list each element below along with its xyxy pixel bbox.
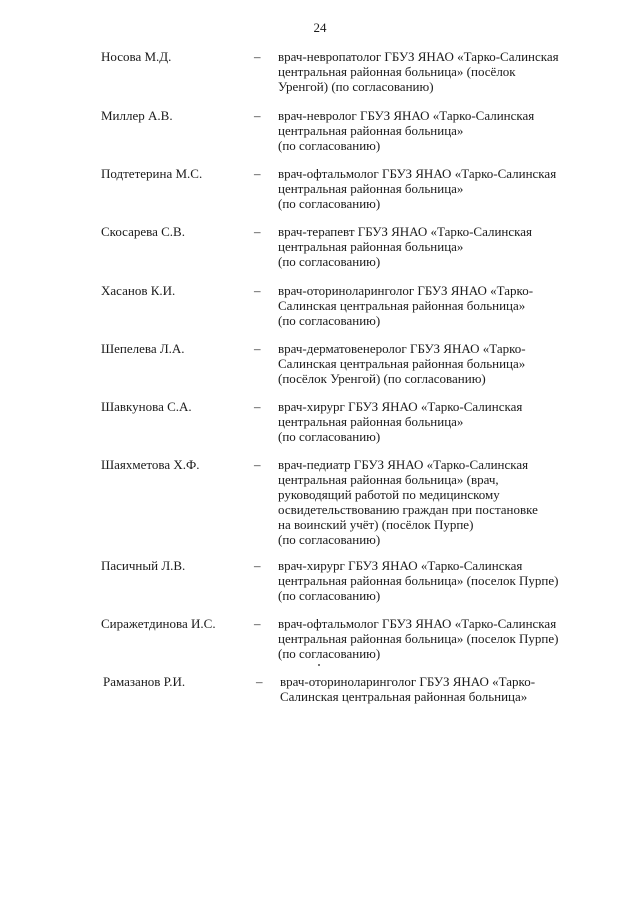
position-line: (по согласованию): [278, 532, 381, 547]
position-line: (по согласованию): [278, 196, 381, 211]
member-position: [278, 616, 558, 661]
position-line: врач-педиатр ГБУЗ ЯНАО «Тарко-Салинская: [278, 457, 529, 472]
position-line: центральная районная больница»: [278, 414, 464, 429]
position-line: Салинская центральная районная больница»: [278, 298, 526, 313]
entry-dash: –: [256, 674, 263, 689]
entry-dash: –: [254, 49, 261, 64]
position-line: Салинская центральная районная больница»: [280, 689, 528, 704]
position-line: центральная районная больница» (врач,: [278, 472, 499, 487]
entry-dash: –: [254, 616, 261, 631]
position-line: центральная районная больница»: [278, 239, 464, 254]
position-line: на воинский учёт) (посёлок Пурпе): [278, 517, 474, 532]
page-number: 24: [313, 20, 327, 35]
member-name: Подтетерина М.С.: [101, 166, 203, 181]
position-line: врач-офтальмолог ГБУЗ ЯНАО «Тарко-Салинская: [278, 166, 557, 181]
position-line: освидетельствованию граждан при постановке: [278, 502, 538, 517]
position-line: (по согласованию): [278, 429, 381, 444]
member-position: [278, 399, 522, 444]
position-line: (по согласованию): [278, 646, 381, 661]
member-name: Пасичный Л.В.: [101, 558, 186, 573]
position-line: врач-хирург ГБУЗ ЯНАО «Тарко-Салинская: [278, 558, 523, 573]
position-line: врач-оториноларинголог ГБУЗ ЯНАО «Тарко-: [280, 674, 536, 689]
position-line: (посёлок Уренгой) (по согласованию): [278, 371, 486, 386]
position-line: врач-офтальмолог ГБУЗ ЯНАО «Тарко-Салинская: [278, 616, 557, 631]
member-position: [278, 283, 533, 328]
member-position: [278, 558, 558, 603]
member-name: Носова М.Д.: [101, 49, 172, 64]
position-line: врач-невропатолог ГБУЗ ЯНАО «Тарко-Салинская: [278, 49, 559, 64]
entry-dash: –: [254, 457, 261, 472]
position-line: врач-невролог ГБУЗ ЯНАО «Тарко-Салинская: [278, 108, 535, 123]
position-line: центральная районная больница» (посёлок: [278, 64, 516, 79]
member-name: Рамазанов Р.И.: [103, 674, 186, 689]
position-line: (по согласованию): [278, 588, 381, 603]
member-position: [278, 49, 559, 94]
member-position: [278, 341, 526, 386]
position-line: центральная районная больница» (поселок Пурпе): [278, 573, 559, 588]
position-line: (по согласованию): [278, 313, 381, 328]
member-name: Хасанов К.И.: [101, 283, 176, 298]
position-line: руководящий работой по медицинскому: [278, 487, 500, 502]
position-line: Уренгой) (по согласованию): [278, 79, 434, 94]
member-position: [278, 457, 538, 547]
member-position: [278, 108, 534, 153]
member-position: [280, 674, 535, 704]
member-name: Шепелева Л.А.: [101, 341, 185, 356]
position-line: врач-хирург ГБУЗ ЯНАО «Тарко-Салинская: [278, 399, 523, 414]
position-line: Салинская центральная районная больница»: [278, 356, 526, 371]
member-name: Шаяхметова Х.Ф.: [101, 457, 200, 472]
entry-dash: –: [254, 166, 261, 181]
position-line: центральная районная больница»: [278, 181, 464, 196]
member-name: Шавкунова С.А.: [101, 399, 192, 414]
entry-dash: –: [254, 558, 261, 573]
position-line: врач-оториноларинголог ГБУЗ ЯНАО «Тарко-: [278, 283, 534, 298]
entry-dash: –: [254, 399, 261, 414]
member-position: [278, 166, 556, 211]
position-line: врач-терапевт ГБУЗ ЯНАО «Тарко-Салинская: [278, 224, 533, 239]
position-line: (по согласованию): [278, 254, 381, 269]
entry-dash: –: [254, 224, 261, 239]
scan-dot: [318, 664, 320, 666]
member-name: Миллер А.В.: [101, 108, 173, 123]
member-name: Сиражетдинова И.С.: [101, 616, 216, 631]
entry-dash: –: [254, 283, 261, 298]
member-position: [278, 224, 532, 269]
member-name: Скосарева С.В.: [101, 224, 185, 239]
position-line: врач-дерматовенеролог ГБУЗ ЯНАО «Тарко-: [278, 341, 526, 356]
position-line: центральная районная больница»: [278, 123, 464, 138]
entry-dash: –: [254, 341, 261, 356]
position-line: (по согласованию): [278, 138, 381, 153]
entry-dash: –: [254, 108, 261, 123]
position-line: центральная районная больница» (поселок Пурпе): [278, 631, 559, 646]
